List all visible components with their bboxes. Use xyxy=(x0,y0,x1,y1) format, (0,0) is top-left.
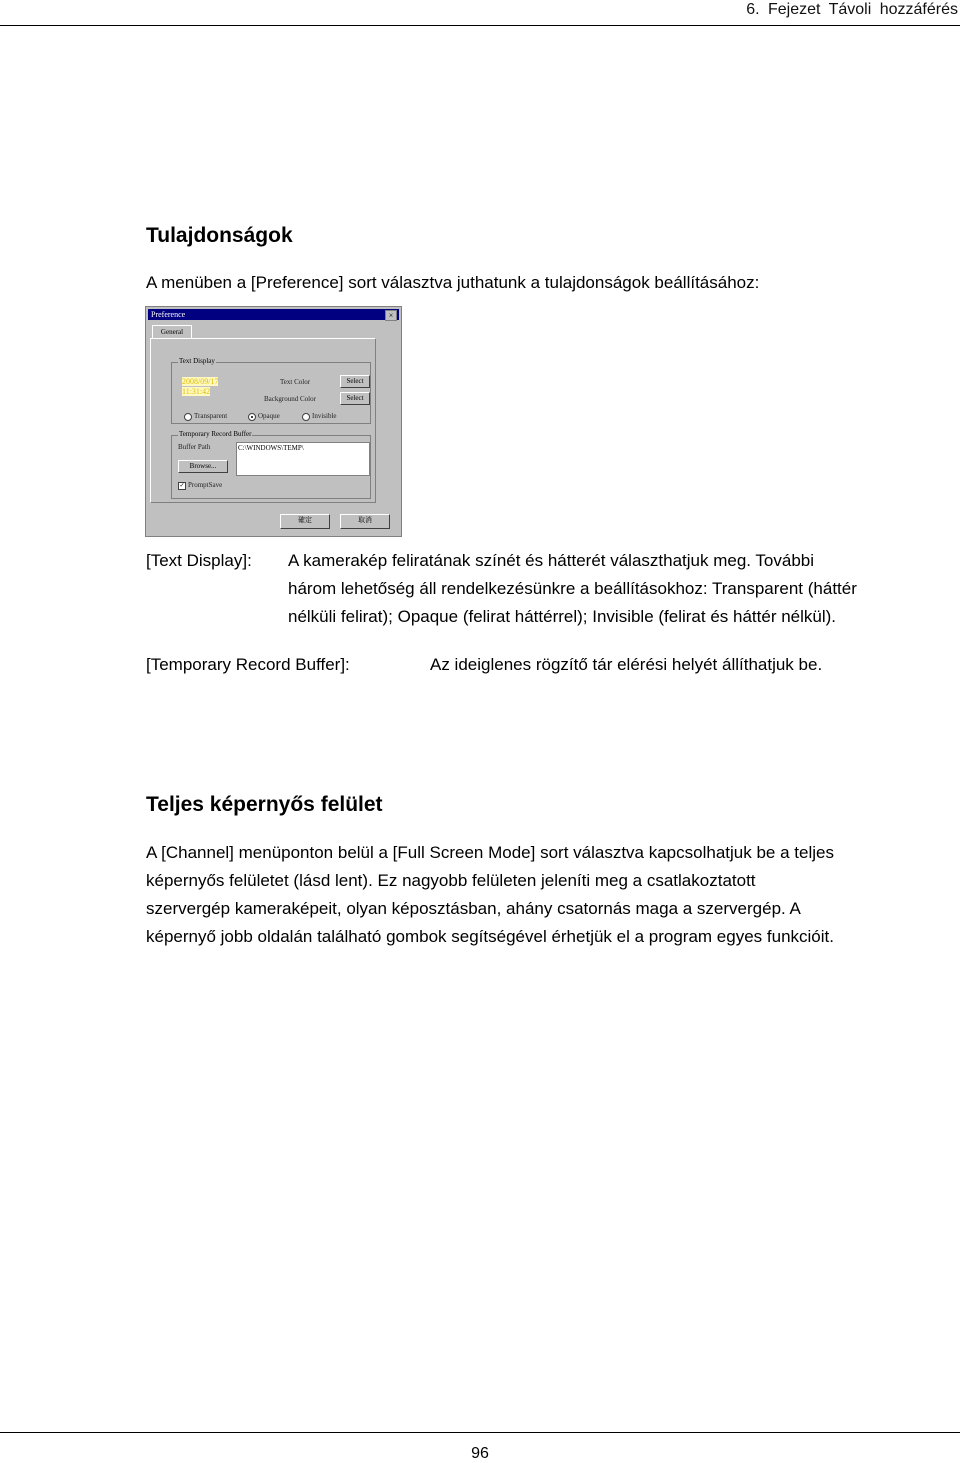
text-display-term: [Text Display]: xyxy=(146,551,252,570)
fullscreen-paragraph-line1: A [Channel] menüponton belül a [Full Screen Mode] sort választva kapcsolhatjuk be a teljes xyxy=(146,843,834,862)
footer-rule xyxy=(0,1432,960,1433)
radio-invisible[interactable] xyxy=(302,413,310,421)
radio-transparent-label: Transparent xyxy=(194,412,228,420)
section-title-preferences: Tulajdonságok xyxy=(146,224,293,247)
fullscreen-paragraph-line3: szervergép kameraképeit, olyan képosztásban, ahány csatornás maga a szervergép. A xyxy=(146,899,801,918)
fullscreen-paragraph-line2: képernyős felületet (lásd lent). Ez nagyobb felületen jeleníti meg a csatlakoztatott xyxy=(146,871,756,890)
text-display-desc-line2: három lehetőség áll rendelkezésünkre a beállításokhoz: Transparent (háttér xyxy=(288,579,857,598)
close-icon[interactable]: × xyxy=(385,310,397,321)
tab-general[interactable]: General xyxy=(152,325,192,339)
radio-transparent[interactable] xyxy=(184,413,192,421)
chapter-title: 6. Fejezet Távoli hozzáférés xyxy=(746,1,958,18)
select-background-color-button[interactable]: Select xyxy=(340,392,370,405)
text-display-group xyxy=(171,357,371,424)
text-color-label: Text Color xyxy=(280,378,311,386)
intro-paragraph: A menüben a [Preference] sort választva juthatunk a tulajdonságok beállításához: xyxy=(146,273,760,292)
buffer-group-label: Temporary Record Buffer xyxy=(179,430,252,438)
dialog-title: Preference xyxy=(151,310,186,319)
background-color-label: Background Color xyxy=(264,395,316,403)
preference-dialog xyxy=(145,306,402,537)
page-number: 96 xyxy=(471,1445,489,1462)
fullscreen-paragraph-line4: képernyő jobb oldalán található gombok segítségével érhetjük el a program egyes funkcióit. xyxy=(146,927,834,946)
ok-button[interactable]: 確定 xyxy=(280,514,330,529)
preview-time: 11:31:42 xyxy=(182,387,211,396)
select-text-color-button[interactable]: Select xyxy=(340,375,370,388)
cancel-button[interactable]: 取消 xyxy=(340,514,390,529)
browse-button[interactable]: Browse... xyxy=(178,460,228,473)
section-title-fullscreen: Teljes képernyős felület xyxy=(146,793,383,816)
preview-date: 2008/09/17 xyxy=(182,377,219,386)
text-display-desc-line1: A kamerakép feliratának színét és hátterét választhatjuk meg. További xyxy=(288,551,815,570)
buffer-term: [Temporary Record Buffer]: xyxy=(146,655,350,674)
radio-invisible-label: Invisible xyxy=(312,412,337,420)
header-rule xyxy=(0,25,960,26)
buffer-desc: Az ideiglenes rögzítő tár elérési helyét állíthatjuk be. xyxy=(430,655,823,674)
temporary-record-buffer-group xyxy=(171,430,371,499)
prompt-save-label: PromptSave xyxy=(188,481,223,489)
prompt-save-checkbox[interactable]: ✓ xyxy=(179,483,185,489)
text-display-group-label: Text Display xyxy=(179,357,215,365)
dialog-title-bar xyxy=(148,309,399,320)
buffer-path-label: Buffer Path xyxy=(178,443,211,451)
radio-opaque-label: Opaque xyxy=(258,412,280,420)
general-tab-pane xyxy=(150,338,376,503)
page-header xyxy=(0,0,960,27)
buffer-path-field[interactable]: C:\WINDOWS\TEMP\ xyxy=(236,442,370,476)
text-display-desc-line3: nélküli felirat); Opaque (felirat háttérrel); Invisible (felirat és háttér nélkül). xyxy=(288,607,837,626)
radio-opaque[interactable] xyxy=(248,413,256,421)
